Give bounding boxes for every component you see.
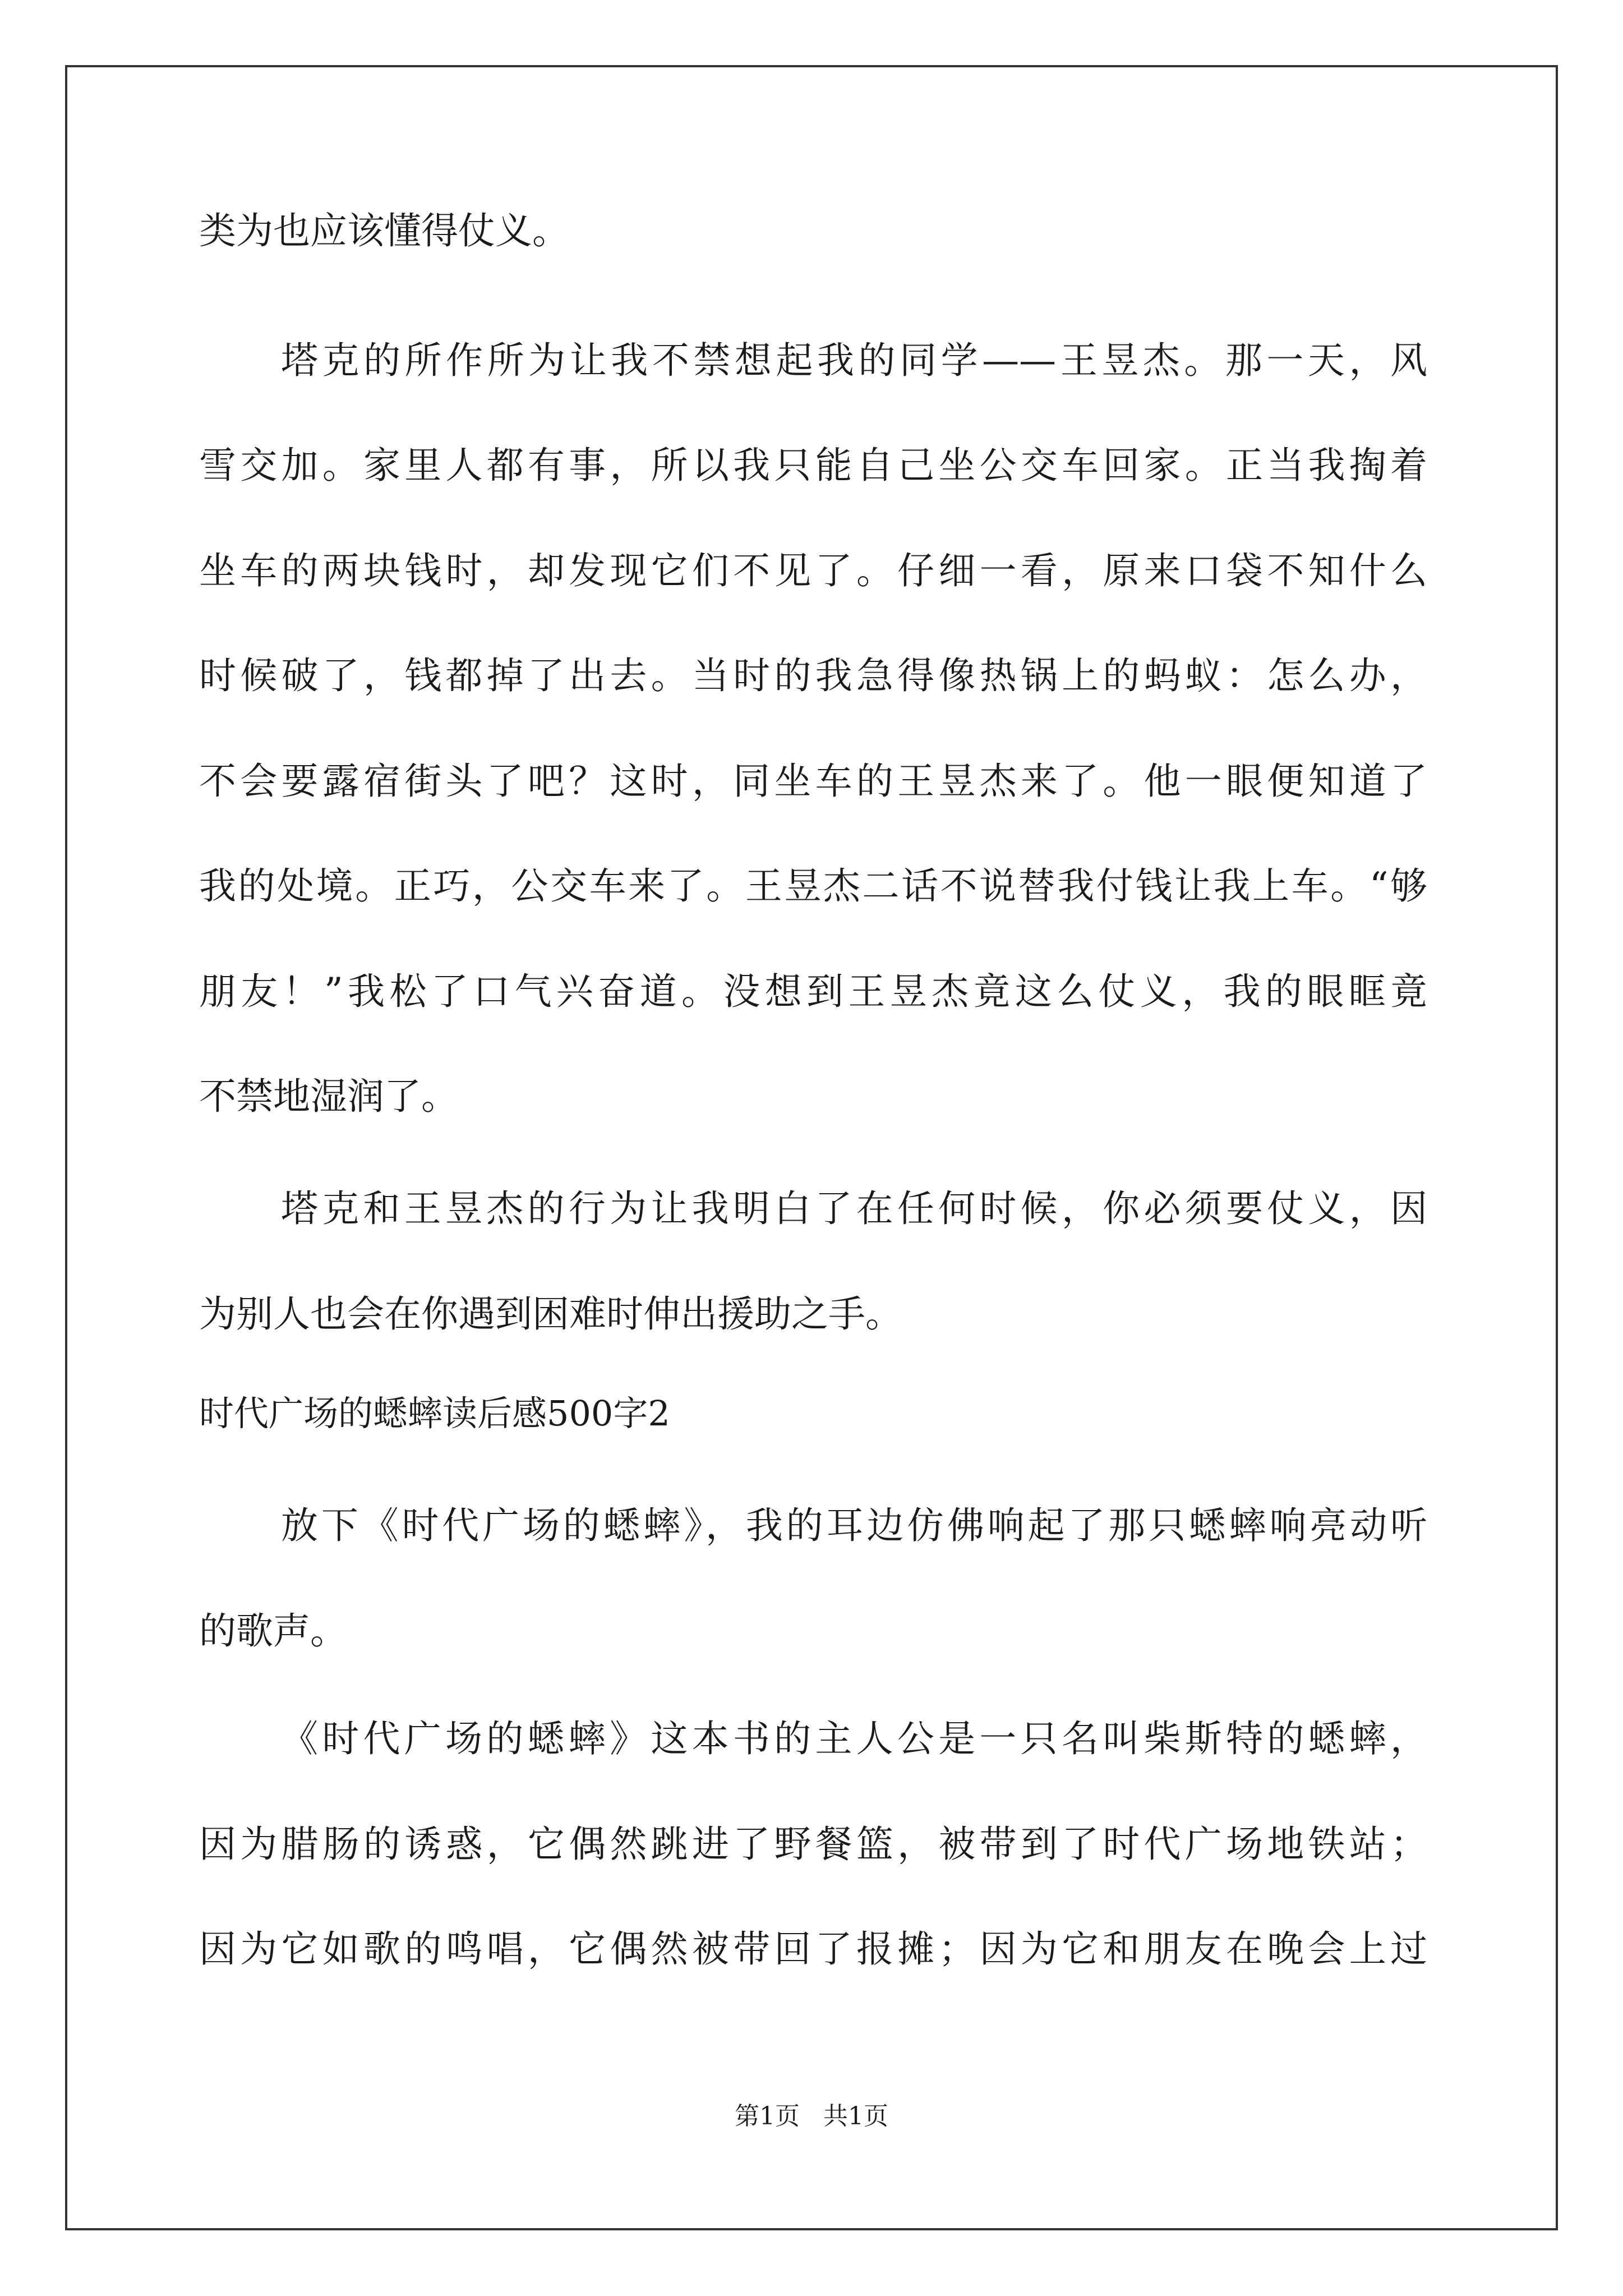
body-line: 为别人也会在你遇到困难时伸出援助之手。	[199, 1292, 902, 1336]
body-line: 类为也应该懂得仗义。	[199, 209, 569, 252]
body-line: 塔克和王昱杰的行为让我明白了在任何时候，你必须要仗义，因	[281, 1187, 1427, 1230]
body-line: 《时代广场的蟋蟀》这本书的主人公是一只名叫柴斯特的蟋蟀，	[281, 1717, 1427, 1760]
body-line: 我的处境。正巧，公交车来了。王昱杰二话不说替我付钱让我上车。“够	[199, 864, 1427, 908]
section-heading: 时代广场的蟋蟀读后感500字2	[199, 1393, 670, 1434]
body-line: 朋友！”我松了口气兴奋道。没想到王昱杰竟这么仗义，我的眼眶竟	[199, 970, 1427, 1013]
body-line: 不禁地湿润了。	[199, 1075, 458, 1118]
body-line: 坐车的两块钱时，却发现它们不见了。仔细一看，原来口袋不知什么	[199, 549, 1427, 592]
page-total: 共1页	[823, 2102, 888, 2131]
page-footer	[0, 2100, 1623, 2133]
body-line: 放下《时代广场的蟋蟀》，我的耳边仿佛响起了那只蟋蟀响亮动听	[281, 1504, 1427, 1547]
body-line: 雪交加。家里人都有事，所以我只能自己坐公交车回家。正当我掏着	[199, 444, 1427, 487]
page-number: 第1页	[735, 2102, 800, 2131]
body-line: 塔克的所作所为让我不禁想起我的同学——王昱杰。那一天，风	[281, 339, 1427, 382]
body-line: 因为它如歌的鸣唱，它偶然被带回了报摊；因为它和朋友在晚会上过	[199, 1927, 1427, 1971]
body-line: 时候破了，钱都掉了出去。当时的我急得像热锅上的蚂蚁：怎么办，	[199, 654, 1427, 697]
body-line: 不会要露宿街头了吧？这时，同坐车的王昱杰来了。他一眼便知道了	[199, 760, 1427, 803]
body-line: 因为腊肠的诱惑，它偶然跳进了野餐篮，被带到了时代广场地铁站；	[199, 1823, 1427, 1866]
body-line: 的歌声。	[199, 1609, 347, 1653]
